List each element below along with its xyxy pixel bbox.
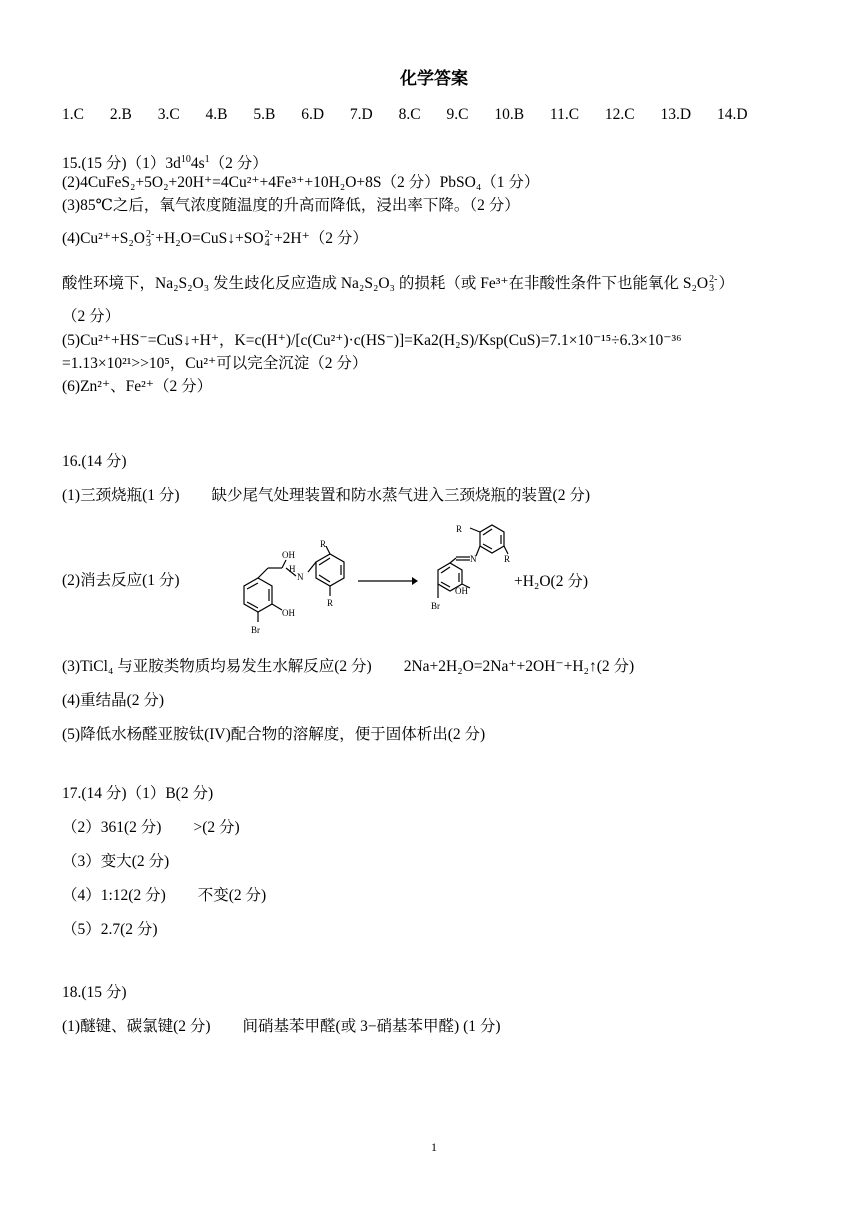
atom-label: Br xyxy=(431,601,440,611)
product-structure xyxy=(418,522,518,622)
atom-label: N xyxy=(297,572,304,582)
atom-label: R xyxy=(456,524,463,534)
mcq-answer: 6.D xyxy=(301,106,325,123)
reaction-arrow xyxy=(356,574,418,588)
q15-line-6: （2 分） xyxy=(62,308,121,325)
q15-line-5: 酸性环境下，Na₂S₂O₃ 发生歧化反应造成 Na₂S₂O₃ 的损耗（或 Fe³⁺在非酸性条件下也能氧化 S₂O 2- 3 ） xyxy=(62,274,734,295)
reactant-structure xyxy=(222,538,362,638)
q15-line-3: (3)85℃之后，氧气浓度随温度的升高而降低，浸出率下降。（2 分） xyxy=(62,197,520,214)
mcq-answer: 11.C xyxy=(549,106,580,123)
atom-label: OH xyxy=(282,608,295,618)
atom-label: R xyxy=(327,598,334,608)
mcq-answer: 2.B xyxy=(109,106,132,123)
page-title: 化学答案 xyxy=(400,69,468,88)
q15-line-1: 15.(15 分)$(1)3d^{10}4s^1(2$ 分） xyxy=(62,154,268,173)
q16-line-1: (1)三颈烧瓶(1 分) 缺少尾气处理装置和防水蒸气进入三颈烧瓶的装置(2 分) xyxy=(62,487,590,504)
q17-heading: 17.(14 分)（1）B(2 分) xyxy=(62,785,214,802)
q17-line-5: （5）2.7(2 分) xyxy=(62,921,158,938)
q17-line-3: （3）变大(2 分) xyxy=(62,853,170,870)
q17-line-2: （2）361(2 分) >(2 分) xyxy=(62,819,240,836)
mcq-answer: 12.C xyxy=(604,106,635,123)
q18-line-1: (1)醚键、碳氯键(2 分) 间硝基苯甲醛(或 3−硝基苯甲醛) (1 分) xyxy=(62,1018,501,1035)
atom-label: H xyxy=(289,564,296,574)
q16-line-3: (3)TiCl₄ 与亚胺类物质均易发生水解反应(2 分) 2Na+2H₂O=2Na⁺+2OH⁻+H₂↑(2 分) xyxy=(62,658,635,675)
q18-heading: 18.(15 分) xyxy=(62,984,127,1001)
mcq-answer: 14.D xyxy=(716,106,748,123)
q15-line-4: (4)Cu²⁺+S₂O 2- 3 +H₂O=CuS↓+SO 2- 4 +2H⁺（2 分） xyxy=(62,229,368,250)
mcq-answer: 4.B xyxy=(205,106,228,123)
q16-heading: 16.(14 分) xyxy=(62,453,127,470)
atom-label: N xyxy=(470,554,477,564)
mcq-answer: 13.D xyxy=(660,106,692,123)
q15-line-7: (5)Cu²⁺+HS⁻=CuS↓+H⁺，K=c(H⁺)/[c(Cu²⁺)·c(HS⁻)]=Ka2(H₂S)/Ksp(CuS)=7.1×10⁻¹⁵÷6.3×10⁻³⁶ xyxy=(62,332,682,349)
atom-label: R xyxy=(320,539,327,549)
q15-line-9: (6)Zn²⁺、Fe²⁺（2 分） xyxy=(62,378,213,395)
q17-line-4: （4）1:12(2 分) 不变(2 分) xyxy=(62,887,267,904)
q15-line-8: =1.13×10²¹>>10⁵，Cu²⁺可以完全沉淀（2 分） xyxy=(62,355,368,372)
page-number: 1 xyxy=(431,1140,437,1154)
atom-label: R xyxy=(504,554,511,564)
mcq-answer: 9.C xyxy=(446,106,469,123)
atom-label: OH xyxy=(282,550,295,560)
mcq-answer: 5.B xyxy=(253,106,276,123)
atom-label: OH xyxy=(455,586,468,596)
mcq-answers xyxy=(62,105,748,125)
atom-label: Br xyxy=(251,625,260,635)
q16-water-term: +H₂O(2 分) xyxy=(514,573,588,590)
q16-line-4: (4)重结晶(2 分) xyxy=(62,692,165,709)
mcq-answer: 10.B xyxy=(494,106,525,123)
mcq-answer: 1.C xyxy=(62,106,84,123)
q15-line-2: (2)4CuFeS₂+5O₂+20H⁺=4Cu²⁺+4Fe³⁺+10H₂O+8S（2 分）PbSO₄（1 分） xyxy=(62,174,540,191)
q16-line-5: (5)降低水杨醛亚胺钛(IV)配合物的溶解度，便于固体析出(2 分) xyxy=(62,726,486,743)
q16-line-2: (2)消去反应(1 分) xyxy=(62,572,180,589)
mcq-answer: 3.C xyxy=(157,106,180,123)
mcq-answer: 7.D xyxy=(349,106,373,123)
mcq-answer: 8.C xyxy=(398,106,421,123)
